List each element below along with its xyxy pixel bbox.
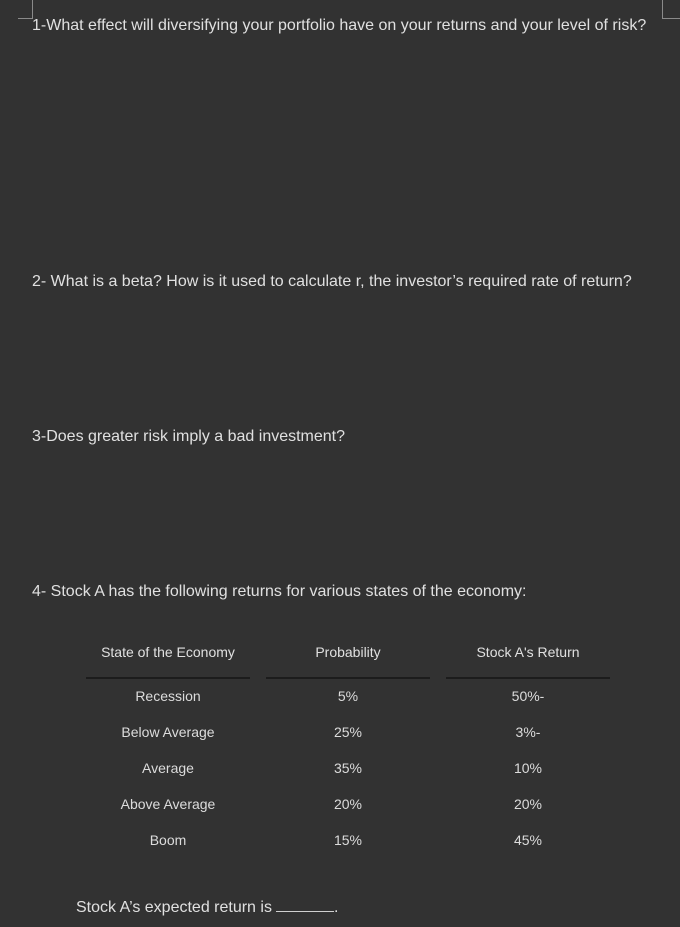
probability-cell: 5%	[337, 688, 359, 704]
answer-blank[interactable]	[276, 897, 334, 912]
corner-crop-mark-right	[662, 0, 680, 19]
returns-table	[86, 636, 610, 858]
answer-terminator: .	[333, 899, 339, 916]
table-row	[86, 678, 610, 714]
expected-return-label: Stock A’s expected return is	[76, 899, 272, 916]
table-body	[86, 678, 610, 858]
table-row	[86, 750, 610, 786]
return-cell: 45%	[513, 832, 543, 848]
table-row	[86, 822, 610, 858]
table-header-row	[86, 636, 610, 678]
probability-cell: 35%	[333, 760, 363, 776]
probability-cell: 25%	[333, 724, 363, 740]
state-cell: Boom	[149, 832, 187, 848]
header-state-of-economy: State of the Economy	[101, 644, 235, 660]
probability-cell: 20%	[333, 796, 363, 812]
return-cell: 10%	[513, 760, 543, 776]
return-cell: 20%	[513, 796, 543, 812]
question-1: 1-What effect will diversifying your portfolio have on your returns and your level of risk?	[32, 17, 647, 34]
header-stock-return: Stock A's Return	[476, 644, 580, 660]
state-cell: Average	[142, 760, 194, 776]
question-3: 3-Does greater risk imply a bad investment?	[32, 428, 346, 445]
state-cell: Recession	[135, 688, 201, 704]
corner-crop-mark-left	[18, 0, 33, 19]
question-2: 2- What is a beta? How is it used to calculate r, the investor’s required rate of return?	[32, 273, 632, 290]
question-4: 4- Stock A has the following returns for various states of the economy:	[32, 583, 527, 600]
return-cell: 3%-	[515, 724, 541, 740]
header-probability: Probability	[315, 644, 381, 660]
state-cell: Below Average	[121, 724, 215, 740]
expected-return-prompt	[76, 896, 338, 920]
table-row	[86, 714, 610, 750]
table-row	[86, 786, 610, 822]
return-cell: 50%-	[511, 688, 545, 704]
probability-cell: 15%	[333, 832, 363, 848]
state-cell: Above Average	[120, 796, 216, 812]
